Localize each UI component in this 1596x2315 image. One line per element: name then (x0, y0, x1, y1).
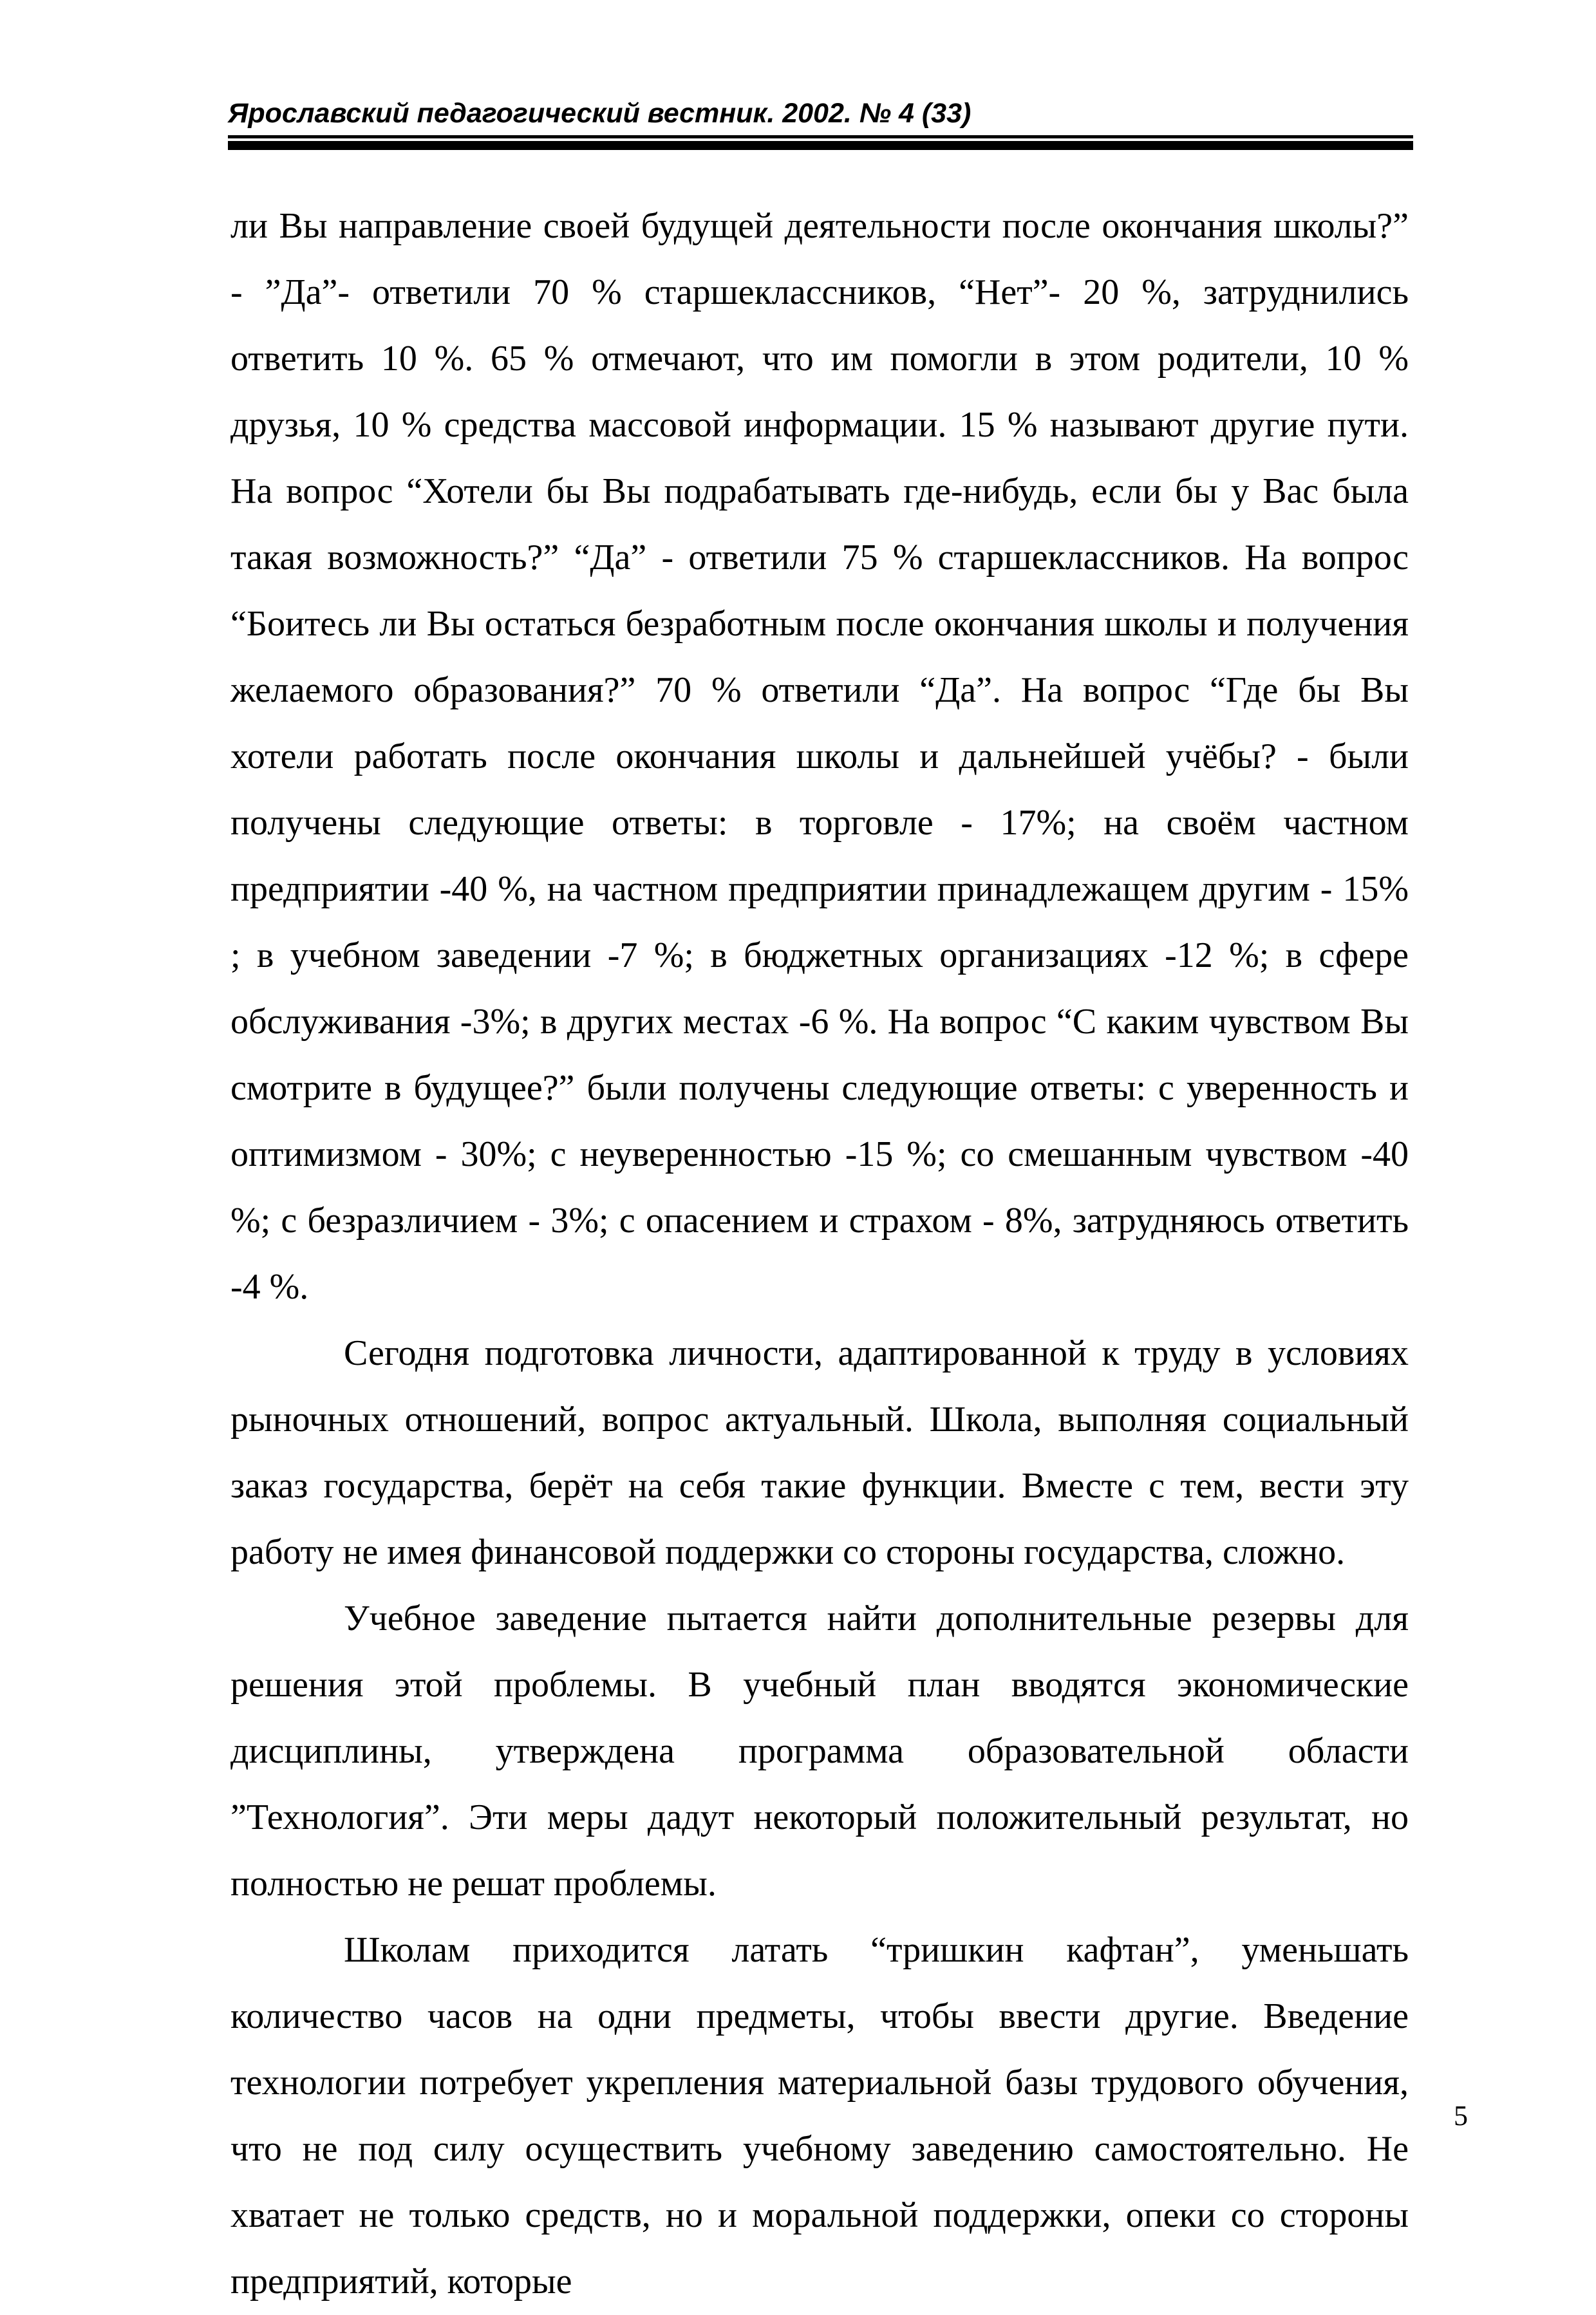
page-number: 5 (1454, 2100, 1468, 2132)
paragraph: Школам приходится латать “тришкин кафтан”, уменьшать количество часов на одни предметы, чтобы ввести другие. Введение технологии потребует укрепления материальной базы трудового обучения, что не под силу осуществить учебному заведению самостоятельно. Не хватает не только средств, но и моральной поддержки, опеки со стороны предприятий, которые (230, 1930, 1409, 2301)
paragraph: Сегодня подготовка личности, адаптированной к труду в условиях рыночных отношений, вопрос актуальный. Школа, выполняя социальный заказ государства, берёт на себя такие функции. Вместе с тем, вести эту работу не имея финансовой поддержки со стороны государства, сложно. (230, 1333, 1409, 1572)
paragraph: Учебное заведение пытается найти дополнительные резервы для решения этой проблемы. В учебный план вводятся экономические дисциплины, утверждена программа образовательной области ”Технология”. Эти меры дадут некоторый положительный результат, но полностью не решат проблемы. (230, 1598, 1409, 1904)
header-rule-thick (228, 141, 1413, 150)
paragraph-continuation: ли Вы направление своей будущей деятельности после окончания школы?” - ”Да”- ответили 70 % старшеклассников, “Нет”- 20 %, затруднились ответить 10 %. 65 % отмечают, что им помогли в этом родители, 10 % друзья, 10 % средства массовой информации. 15 % называют другие пути. На вопрос “Хотели бы Вы подрабатывать где-нибудь, если бы у Вас была такая возможность?” “Да” - ответили 75 % старшеклассников. На вопрос “Боитесь ли Вы остаться безработным после окончания школы и получения желаемого образования?” 70 % ответили “Да”. На вопрос “Где бы Вы хотели работать после окончания школы и дальнейшей учёбы? - были получены следующие ответы: в торговле - 17%; на своём частном предприятии -40 %, на частном предприятии принадлежащем другим - 15% ; в учебном заведении -7 %; в бюджетных организациях -12 %; в сфере обслуживания -3%; в других местах -6 %. На вопрос “С каким чувством Вы смотрите в будущее?” были получены следующие ответы: с уверенность и оптимизмом - 30%; с неуверенностью -15 %; со смешанным чувством -40 %; с безразличием - 3%; с опасением и страхом - 8%, затрудняюсь ответить -4 %. (230, 206, 1409, 1307)
header-rule-thin (228, 135, 1413, 138)
article-body (230, 193, 1409, 2315)
journal-header: Ярославский педагогический вестник. 2002. № 4 (33) (228, 98, 972, 129)
